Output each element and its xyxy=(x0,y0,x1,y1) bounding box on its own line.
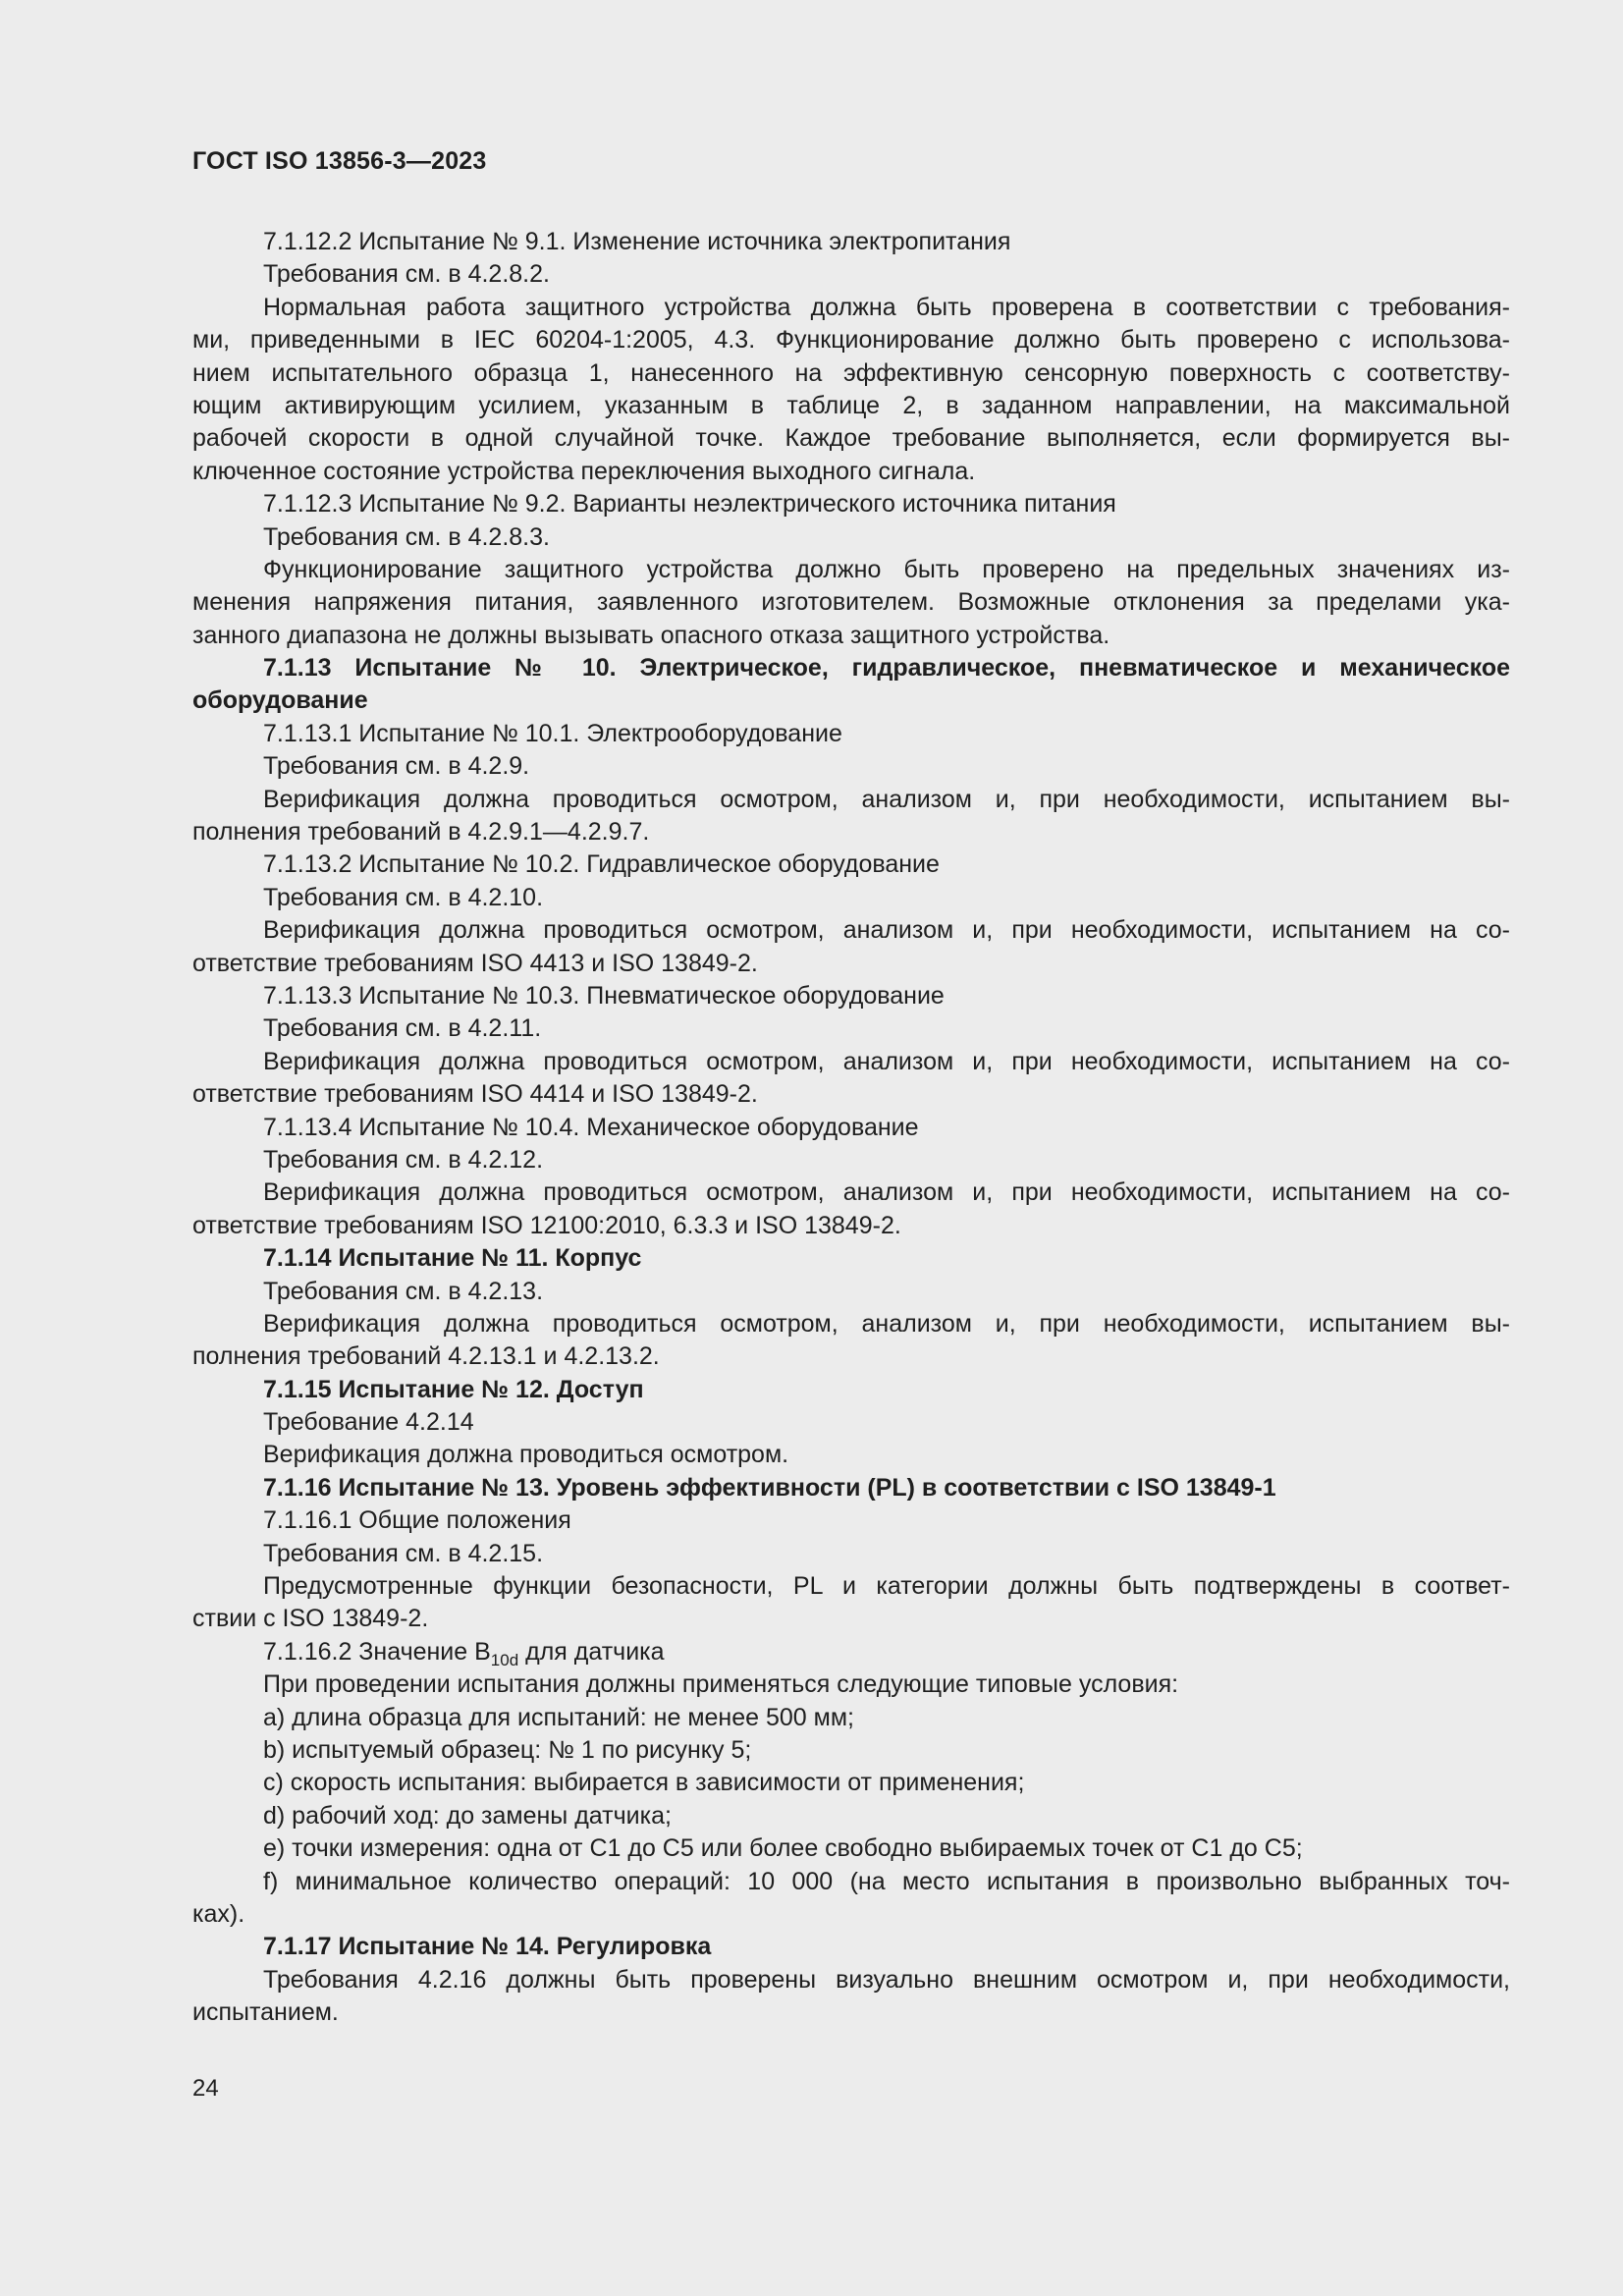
text-block-conditions xyxy=(192,1668,1510,2029)
text-line: Верификация должна проводиться осмотром, анализом и, при необходимости, испытанием вы- xyxy=(263,785,1510,813)
b10d-subscript: 10d xyxy=(490,1650,519,1669)
text-line: Требования см. в 4.2.8.3. xyxy=(263,522,550,551)
text-line: рабочей скорости в одной случайной точке. Каждое требование выполняется, если формируется вы- xyxy=(192,424,1510,453)
text-line: Верификация должна проводиться осмотром, анализом и, при необходимости, испытанием вы- xyxy=(263,1309,1510,1338)
text-line: 7.1.13.1 Испытание № 10.1. Электрооборудование xyxy=(263,719,842,747)
text-line: Требование 4.2.14 xyxy=(263,1408,474,1437)
text-line: Требования см. в 4.2.9. xyxy=(263,752,530,781)
text-line: Верификация должна проводиться осмотром, анализом и, при необходимости, испытанием на со- xyxy=(263,916,1510,945)
b10d-heading-line xyxy=(192,1636,1510,1668)
text-line: нием испытательного образца 1, нанесенного на эффективную сенсорную поверхность с соответству- xyxy=(192,358,1510,387)
text-line: d) рабочий ход: до замены датчика; xyxy=(263,1801,672,1830)
section-heading-line: 7.1.13 Испытание № 10. Электрическое, гидравлическое, пневматическое и механическое xyxy=(263,654,1510,683)
text-line: ющим активирующим усилием, указанным в таблице 2, в заданном направлении, на максимальной xyxy=(192,391,1510,419)
section-heading-line: оборудование xyxy=(192,686,368,715)
text-line: 7.1.12.3 Испытание № 9.2. Варианты неэлектрического источника питания xyxy=(263,490,1116,519)
section-heading-line: 7.1.15 Испытание № 12. Доступ xyxy=(263,1375,644,1403)
section-heading-line: 7.1.17 Испытание № 14. Регулировка xyxy=(263,1933,712,1961)
text-line: Функционирование защитного устройства должно быть проверено на предельных значениях из- xyxy=(263,555,1510,583)
text-line: Нормальная работа защитного устройства должна быть проверена в соответствии с требования- xyxy=(263,293,1510,321)
section-heading-line: 7.1.14 Испытание № 11. Корпус xyxy=(263,1244,642,1273)
text-line: ключенное состояние устройства переключения выходного сигнала. xyxy=(192,457,976,485)
text-line: ответствие требованиям ISO 4414 и ISO 13849-2. xyxy=(192,1080,758,1109)
text-line: Требования см. в 4.2.13. xyxy=(263,1277,544,1305)
text-line: менения напряжения питания, заявленного изготовителем. Возможные отклонения за пределами ука- xyxy=(192,588,1510,617)
section-heading-line: 7.1.16 Испытание № 13. Уровень эффективности (PL) в соответствии с ISO 13849-1 xyxy=(263,1473,1276,1502)
page-number: 24 xyxy=(192,2075,219,2102)
text-line: занного диапазона не должны вызывать опасного отказа защитного устройства. xyxy=(192,621,1110,649)
text-line: Требования см. в 4.2.11. xyxy=(263,1014,542,1043)
document-header: ГОСТ ISO 13856-3—2023 xyxy=(192,147,487,175)
text-line: 7.1.13.4 Испытание № 10.4. Механическое оборудование xyxy=(263,1113,919,1141)
text-line: ствии с ISO 13849-2. xyxy=(192,1605,429,1633)
text-line: е) точки измерения: одна от С1 до С5 или более свободно выбираемых точек от С1 до С5; xyxy=(263,1834,1303,1863)
text-line: полнения требований в 4.2.9.1—4.2.9.7. xyxy=(192,818,650,847)
text-line: с) скорость испытания: выбирается в зависимости от применения; xyxy=(263,1769,1025,1797)
text-line: Предусмотренные функции безопасности, PL и категории должны быть подтверждены в соответ- xyxy=(263,1572,1510,1601)
text-line: Требования см. в 4.2.10. xyxy=(263,883,544,911)
text-line: b) испытуемый образец: № 1 по рисунку 5; xyxy=(263,1735,752,1764)
text-line: 7.1.12.2 Испытание № 9.1. Изменение источника электропитания xyxy=(263,228,1011,255)
text-line: ках). xyxy=(192,1899,245,1928)
text-line: Требования см. в 4.2.8.2. xyxy=(263,260,550,289)
text-block-main xyxy=(192,226,1510,1636)
b10d-heading-suffix: для датчика xyxy=(518,1637,665,1666)
text-line: Требования см. в 4.2.15. xyxy=(263,1539,544,1567)
text-line: f) минимальное количество операций: 10 000 (на место испытания в произвольно выбранных точ- xyxy=(263,1867,1510,1895)
b10d-heading-prefix: 7.1.16.2 Значение B xyxy=(263,1637,491,1666)
text-line: ответствие требованиям ISO 12100:2010, 6.3.3 и ISO 13849-2. xyxy=(192,1211,901,1239)
text-line: 7.1.16.1 Общие положения xyxy=(263,1506,571,1535)
text-line: Требования см. в 4.2.12. xyxy=(263,1145,544,1174)
document-body xyxy=(192,226,1510,2029)
text-line: а) длина образца для испытаний: не менее 500 мм; xyxy=(263,1703,854,1731)
text-line: ответствие требованиям ISO 4413 и ISO 13849-2. xyxy=(192,949,758,977)
text-line: Верификация должна проводиться осмотром. xyxy=(263,1441,789,1469)
text-line: ми, приведенными в IEC 60204-1:2005, 4.3. Функционирование должно быть проверено с использова- xyxy=(192,326,1510,355)
text-line: Верификация должна проводиться осмотром, анализом и, при необходимости, испытанием на со- xyxy=(263,1047,1510,1075)
text-line: 7.1.13.3 Испытание № 10.3. Пневматическое оборудование xyxy=(263,981,945,1010)
text-line: испытанием. xyxy=(192,1998,339,2027)
text-line: полнения требований 4.2.13.1 и 4.2.13.2. xyxy=(192,1342,660,1371)
text-line: Требования 4.2.16 должны быть проверены визуально внешним осмотром и, при необходимости, xyxy=(263,1965,1510,1994)
text-line: 7.1.13.2 Испытание № 10.2. Гидравлическое оборудование xyxy=(263,850,940,879)
text-line: При проведении испытания должны применяться следующие типовые условия: xyxy=(263,1670,1179,1699)
text-line: Верификация должна проводиться осмотром, анализом и, при необходимости, испытанием на со- xyxy=(263,1178,1510,1207)
